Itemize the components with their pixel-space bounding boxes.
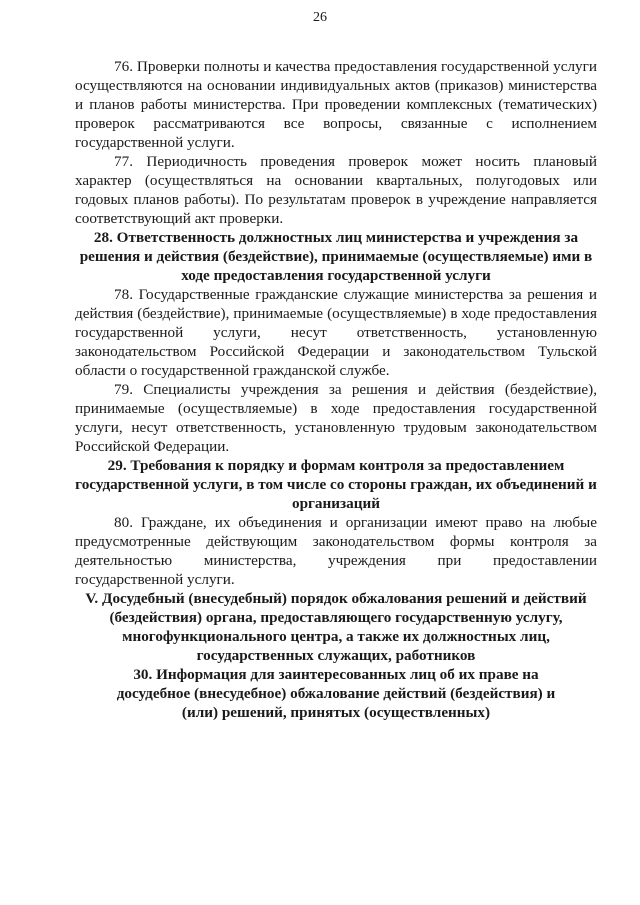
paragraph-78: 78. Государственные гражданские служащие министерства за решения и действия (бездействие), принимаемые (осуществляемые) в ходе предоставления государственной услуги, несут ответственность, установленную законодательством Российской Федерации и законодательством Тульской области о государственной гражданской службе. <box>75 286 597 379</box>
section-heading-28: 28. Ответственность должностных лиц министерства и учреждения за решения и действия (бездействие), принимаемые (осуществляемые) ими в ходе предоставления государственной услуги <box>79 229 593 284</box>
paragraph-80: 80. Граждане, их объединения и организации имеют право на любые предусмотренные действующим законодательством формы контроля за деятельностью министерства, учреждения при предоставлении государственной услуги. <box>75 514 597 588</box>
document-body <box>75 57 597 722</box>
paragraph-79: 79. Специалисты учреждения за решения и действия (бездействие), принимаемые (осуществляемые) в ходе предоставления государственной услуги, несут ответственность, установленную трудовым законодательством Российской Федерации. <box>75 381 597 455</box>
paragraph-76: 76. Проверки полноты и качества предоставления государственной услуги осуществляются на основании индивидуальных актов (приказов) министерства и планов работы министерства. При проведении комплексных (тематических) проверок рассматриваются все вопросы, связанные с исполнением государственной услуги. <box>75 58 597 151</box>
chapter-heading-v: V. Досудебный (внесудебный) порядок обжалования решений и действий (бездействия) органа, предоставляющего государственную услугу, многофункционального центра, а также их должностных лиц, государственных служащих, работников <box>85 590 587 664</box>
section-heading-30: 30. Информация для заинтересованных лиц об их праве на досудебное (внесудебное) обжалование действий (бездействия) и (или) решений, принятых (осуществленных) <box>116 666 556 721</box>
paragraph-77: 77. Периодичность проведения проверок может носить плановый характер (осуществляться на основании квартальных, полугодовых или годовых планов работы). По результатам проверок в учреждение направляется соответствующий акт проверки. <box>75 153 597 227</box>
page-number: 26 <box>313 10 327 25</box>
section-heading-29: 29. Требования к порядку и формам контроля за предоставлением государственной услуги, в том числе со стороны граждан, их объединений и организаций <box>75 457 597 512</box>
